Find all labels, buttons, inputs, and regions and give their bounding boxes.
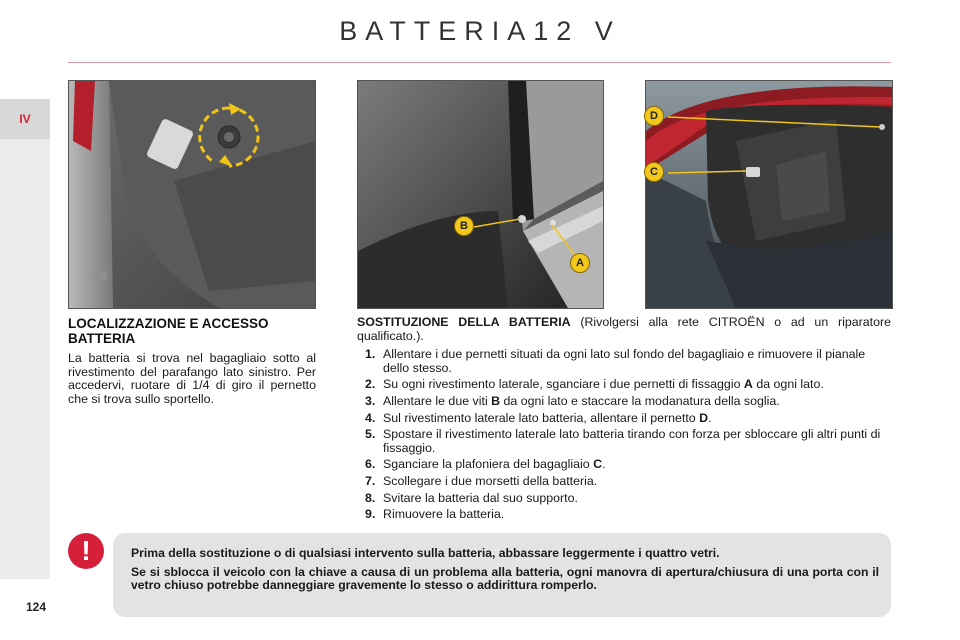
- battery-replacement-section: [357, 316, 891, 525]
- trunk-lamp-c-icon: [746, 167, 760, 177]
- step-text-end: .: [602, 457, 606, 472]
- step-4: [357, 412, 891, 426]
- step-number: 2.: [365, 377, 376, 392]
- step-text: Su ogni rivestimento laterale, sganciare i due pernetti di fissaggio: [383, 377, 744, 392]
- callout-b: B: [454, 216, 474, 236]
- step-text: Rimuovere la batteria.: [383, 507, 505, 522]
- step-text-end: .: [708, 410, 712, 425]
- callout-a: A: [570, 253, 590, 273]
- step-text: Allentare i due pernetti situati da ogni lato sul fondo del bagagliaio e rimuovere il pianale dello stesso.: [383, 347, 866, 375]
- step-text: Sganciare la plafoniera del bagagliaio: [383, 457, 594, 472]
- callout-c: C: [644, 162, 664, 182]
- page-title: BATTERIA12 V: [339, 16, 621, 46]
- step-2: [357, 378, 891, 392]
- section-heading-replacement: SOSTITUZIONE DELLA BATTERIA: [357, 315, 571, 329]
- step-text: Spostare il rivestimento laterale lato batteria tirando con forza per sbloccare gli altri punti di fissaggio.: [383, 427, 881, 455]
- figure-battery-access-panel: [68, 80, 316, 309]
- step-text: Svitare la batteria dal suo supporto.: [383, 490, 578, 505]
- step-1: [357, 348, 891, 375]
- step-5: [357, 428, 891, 455]
- warning-notice: [68, 533, 891, 617]
- step-6: [357, 458, 891, 472]
- step-number: 8.: [365, 490, 376, 505]
- replacement-steps: [357, 348, 891, 522]
- warning-line-2: Se si sblocca il veicolo con la chiave a causa di un problema alla batteria, ogni manovra di apertura/chiusura di una porta con il vetro chiuso potrebbe danneggiare gravemente lo stesso o addirittura romperlo.: [131, 564, 879, 592]
- warning-box: [113, 533, 891, 617]
- step-text: Scollegare i due morsetti della batteria.: [383, 473, 598, 488]
- side-strip: [0, 139, 50, 579]
- step-number: 1.: [365, 347, 376, 362]
- step-key-label: D: [699, 410, 709, 425]
- step-number: 9.: [365, 507, 376, 522]
- warning-icon: !: [68, 533, 104, 569]
- replacement-intro: [357, 316, 891, 343]
- step-number: 4.: [365, 410, 376, 425]
- step-key-label: C: [593, 457, 603, 472]
- step-text: Allentare le due viti: [383, 393, 492, 408]
- chapter-tab[interactable]: IV: [0, 99, 50, 139]
- step-number: 3.: [365, 393, 376, 408]
- step-3: [357, 395, 891, 409]
- step-key-label: A: [743, 377, 753, 392]
- step-7: [357, 475, 891, 489]
- step-key-label: B: [491, 393, 501, 408]
- step-9: [357, 508, 891, 522]
- figure-trunk-floor: [357, 80, 604, 309]
- location-body: La batteria si trova nel bagagliaio sotto al rivestimento del parafango lato sinistro. Per accedervi, ruotare di 1/4 di giro il pernetto che si trova sullo sportello.: [68, 351, 316, 406]
- warning-line-1: Prima della sostituzione o di qualsiasi intervento sulla batteria, abbassare leggermente i quattro vetri.: [131, 546, 720, 560]
- figure-open-trunk: [645, 80, 893, 309]
- step-text-end: da ogni lato e staccare la modanatura della soglia.: [500, 393, 780, 408]
- step-number: 7.: [365, 473, 376, 488]
- title-divider: [68, 62, 891, 63]
- battery-location-section: [68, 316, 316, 406]
- replacement-intro-note: (Rivolgersi alla rete CITROËN o ad un riparatore qualificato.).: [357, 315, 891, 343]
- callout-d: D: [644, 106, 664, 126]
- section-heading-location: LOCALIZZAZIONE E ACCESSO BATTERIA: [68, 316, 269, 346]
- step-text-end: da ogni lato.: [752, 377, 824, 392]
- page-number: 124: [26, 600, 47, 614]
- step-text: Sul rivestimento laterale lato batteria, allentare il pernetto: [383, 410, 700, 425]
- step-number: 5.: [365, 427, 376, 442]
- step-number: 6.: [365, 457, 376, 472]
- step-8: [357, 492, 891, 506]
